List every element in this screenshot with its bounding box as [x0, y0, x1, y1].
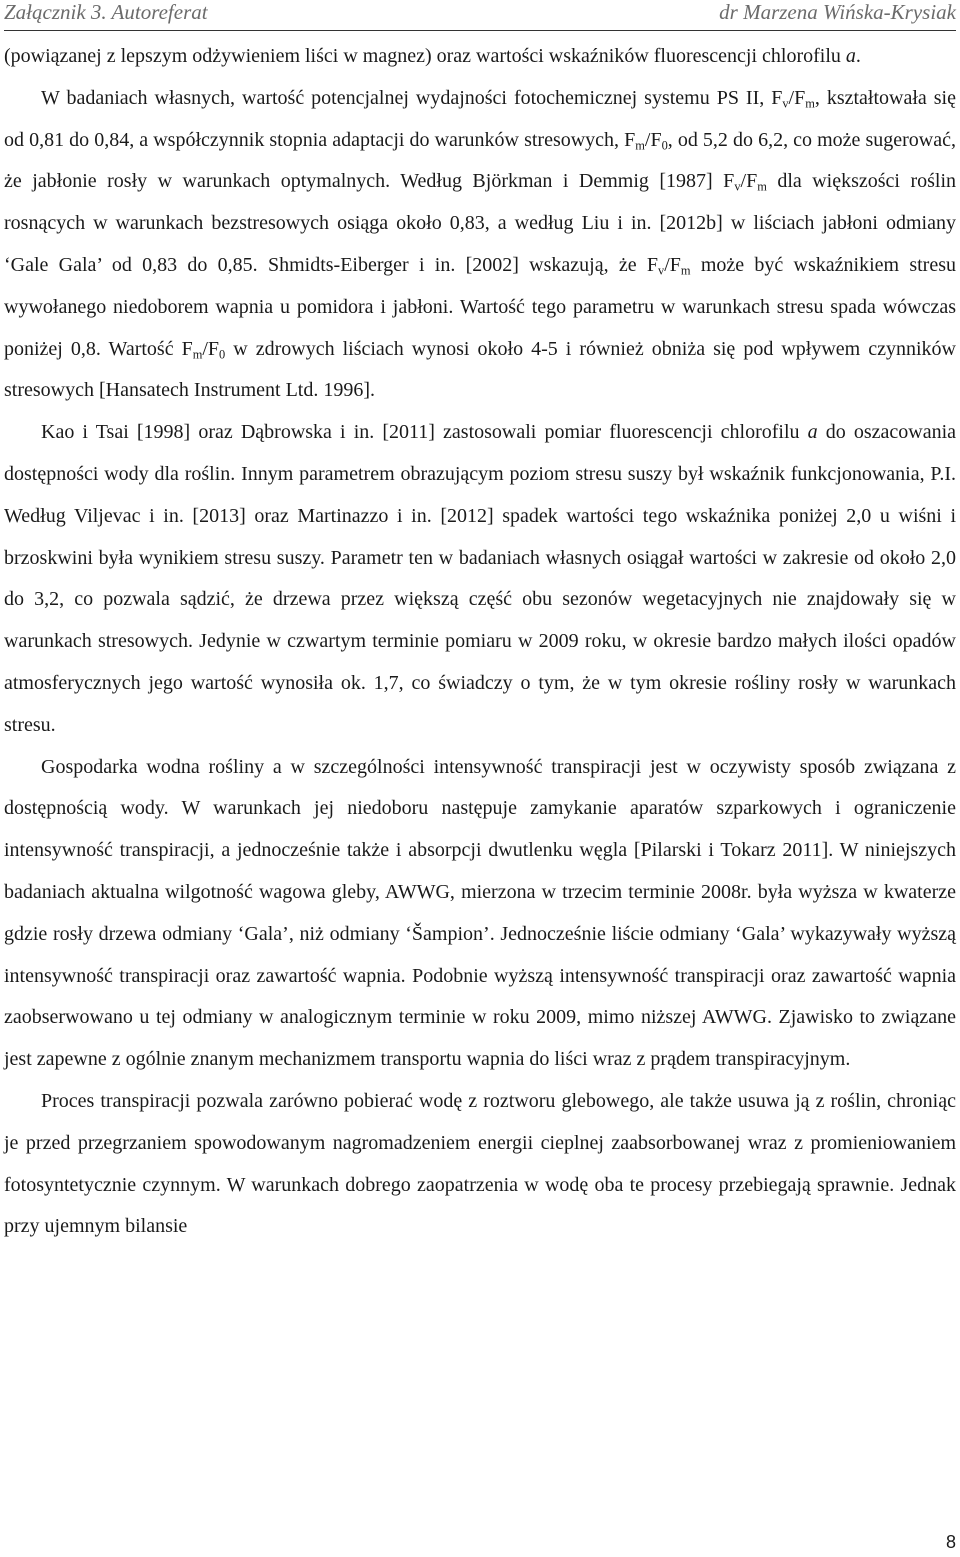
page-header	[4, 0, 956, 31]
paragraph-drought-stress: Kao i Tsai [1998] oraz Dąbrowska i in. [2011] zastosowali pomiar fluorescencji chlorofilu a do oszacowania dostępności wody dla roślin. Innym parametrem obrazującym poziom stresu suszy był wskaźnik funkcjonowania, P.I. Według Viljevac i in. [2013] oraz Martinazzo i in. [2012] spadek wartości tego wskaźnika poniżej 2,0 u wiśni i brzoskwini była wynikiem stresu suszy. Parametr ten w badaniach własnych osiągał wartości w zakresie od około 2,0 do 3,2, co pozwala sądzić, że drzewa przez większą część obu sezonów wegetacyjnych nie znajdowały się w warunkach stresowych. Jedynie w czwartym terminie pomiaru w 2009 roku, w okresie bardzo małych ilości opadów atmosferycznych jego wartość wynosiła ok. 1,7, co świadczy o tym, że w tym okresie rośliny rosły w warunkach stresu.	[4, 421, 956, 736]
header-left-title: Załącznik 3. Autoreferat	[4, 0, 208, 24]
paragraph-transpiration: Proces transpiracji pozwala zarówno pobierać wodę z roztworu glebowego, ale także usuwa ją z roślin, chroniąc je przed przegrzaniem spowodowanym nagromadzeniem energii cieplnej zaabsorbowanej wraz z promieniowaniem fotosyntetycznie czynnym. W warunkach dobrego zaopatrzenia w wodę oba te procesy przebiegają sprawnie. Jednak przy ujemnym bilansie	[4, 1089, 956, 1238]
header-author: dr Marzena Wińska-Krysiak	[719, 0, 956, 24]
document-body	[4, 36, 956, 1248]
paragraph-water-management: Gospodarka wodna rośliny a w szczególności intensywność transpiracji jest w oczywisty sposób związana z dostępnością wody. W warunkach jej niedoboru następuje zamykanie aparatów szparkowych i ograniczenie intensywność transpiracji, a jednocześnie także i absorpcji dwutlenku węgla [Pilarski i Tokarz 2011]. W niniejszych badaniach aktualna wilgotność wagowa gleby, AWWG, mierzona w trzecim terminie 2008r. była wyższa w kwaterze gdzie rosły drzewa odmiany ‘Gala’, niż odmiany ‘Šampion’. Jednocześnie liście odmiany ‘Gala’ wykazywały wyższą intensywność transpiracji oraz zawartość wapnia. Podobnie wyższą intensywność transpiracji oraz zawartość wapnia zaobserwowano u tej odmiany w analogicznym terminie w roku 2009, mimo niższej AWWG. Zjawisko to związane jest zapewne z ogólnie znanym mechanizmem transportu wapnia do liści wraz z prądem transpiracyjnym.	[4, 755, 956, 1071]
page-number: 8	[945, 1532, 956, 1552]
paragraph-fluorescence: W badaniach własnych, wartość potencjalnej wydajności fotochemicznej systemu PS II, $F_v/F_m$, kształtowała się od 0,81 do 0,84, a współczynnik stopnia adaptacji do warunków stresowych, $F_m/F_0$, od 5,2 do 6,2, co może sugerować, że jabłonie rosły w warunkach optymalnych. Według Björkman i Demmig [1987] $F_v/F_m$ dla większości roślin rosnących w warunkach bezstresowych osiąga około 0,83, a według Liu i in. [2012b] w liściach jabłoni odmiany ‘Gale Gala’ od 0,83 do 0,85. Shmidts-Eiberger i in. [2002] wskazują, że $F_v/F_m$ może być wskaźnikiem stresu wywołanego niedoborem wapnia u pomidora i jabłoni. Wartość tego parametru w warunkach stresu spada wówczas poniżej 0,8. Wartość $F_m/F_0$ w zdrowych liściach wynosi około 4-5 i również obniża się pod wpływem czynników stresowych [Hansatech Instrument Ltd. 1996].	[4, 86, 957, 402]
paragraph-continuation: (powiązanej z lepszym odżywieniem liści w magnez) oraz wartości wskaźników fluorescencji chlorofilu a.	[4, 45, 861, 67]
